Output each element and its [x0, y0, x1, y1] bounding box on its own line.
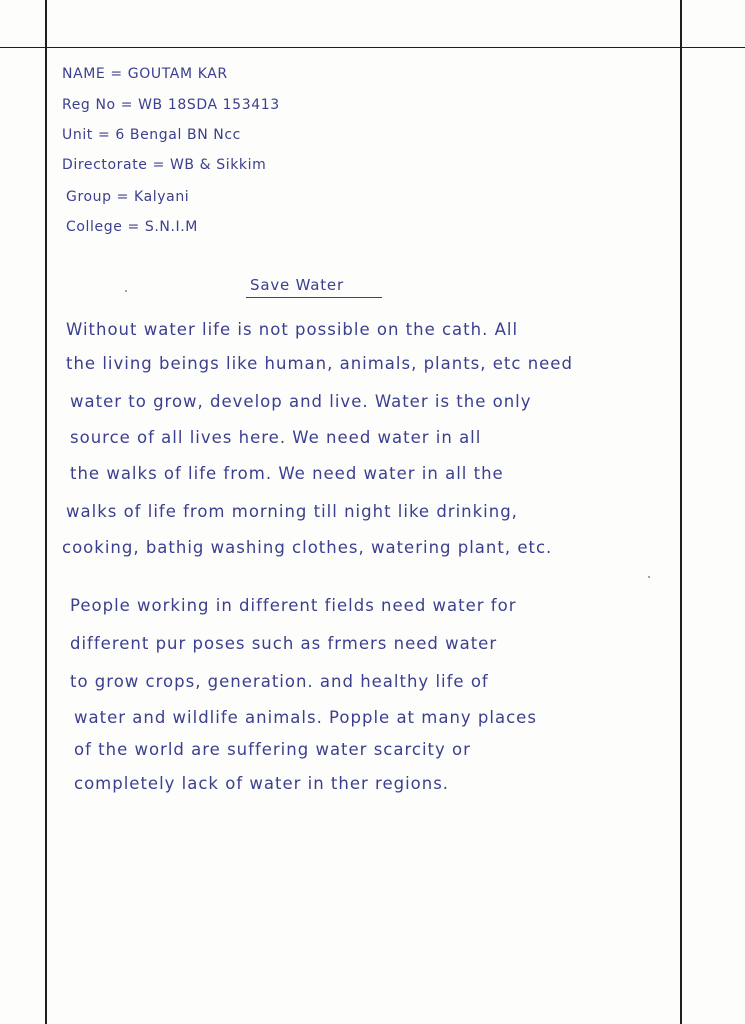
paragraph1-line: cooking, bathig washing clothes, watering plant, etc.	[62, 538, 553, 557]
paragraph1-line: the walks of life from. We need water in all the	[70, 464, 504, 483]
paragraph2-line: to grow crops, generation. and healthy life of	[70, 672, 489, 691]
paragraph2-line: of the world are suffering water scarcity or	[74, 740, 471, 759]
paragraph2-line: water and wildlife animals. Popple at many places	[74, 708, 537, 727]
right-margin-line	[680, 0, 682, 1024]
header-college: College = S.N.I.M	[66, 219, 198, 235]
paragraph1-line: walks of life from morning till night like drinking,	[66, 502, 518, 521]
title-underline	[246, 297, 382, 298]
essay-title: Save Water	[250, 276, 344, 294]
stray-mark	[125, 290, 127, 292]
paragraph2-line: People working in different fields need water for	[70, 596, 517, 615]
paragraph1-line: Without water life is not possible on the cath. All	[66, 320, 519, 339]
stray-mark	[648, 576, 650, 578]
top-margin-line	[0, 47, 745, 48]
header-group: Group = Kalyani	[66, 189, 190, 205]
paragraph2-line: different pur poses such as frmers need water	[70, 634, 498, 653]
paragraph1-line: source of all lives here. We need water in all	[70, 428, 482, 447]
paragraph1-line: the living beings like human, animals, plants, etc need	[66, 354, 573, 373]
header-reg-no: Reg No = WB 18SDA 153413	[62, 97, 280, 113]
header-name: NAME = GOUTAM KAR	[62, 66, 228, 82]
paragraph2-line: completely lack of water in ther regions.	[74, 774, 450, 793]
left-margin-line	[45, 0, 47, 1024]
paragraph1-line: water to grow, develop and live. Water is the only	[70, 392, 532, 411]
header-unit: Unit = 6 Bengal BN Ncc	[62, 127, 241, 143]
header-directorate: Directorate = WB & Sikkim	[62, 157, 267, 173]
